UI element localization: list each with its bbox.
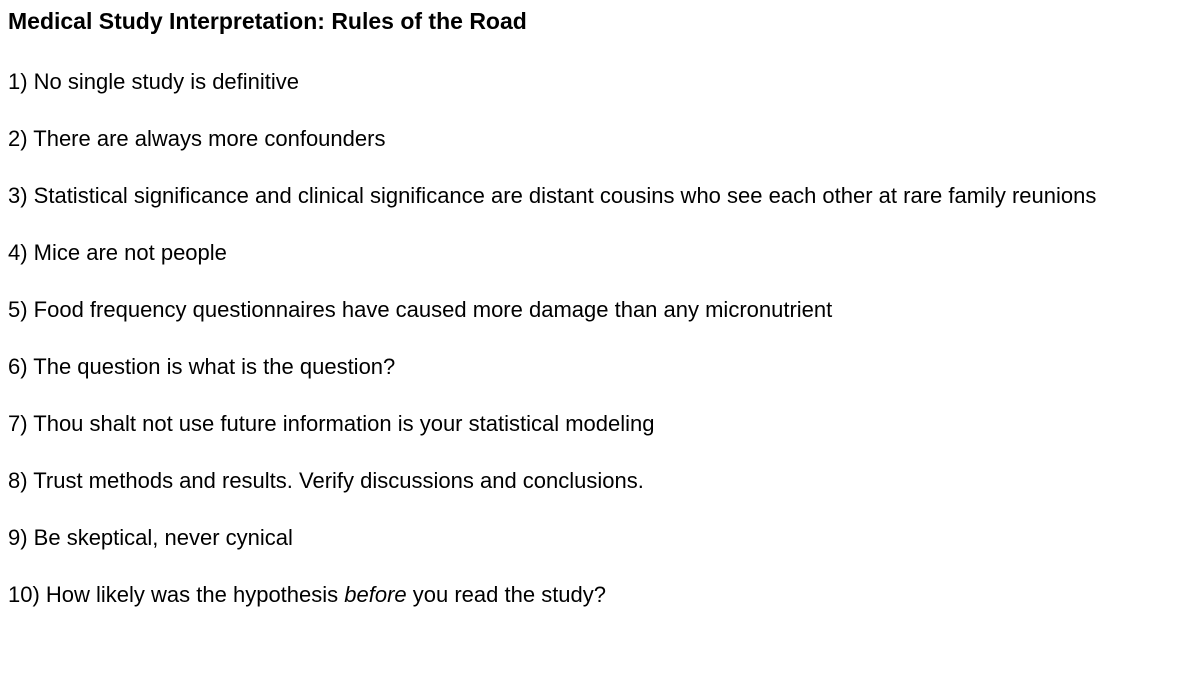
document-title: Medical Study Interpretation: Rules of the Road [8,8,527,34]
rule-10-emphasis: before [344,582,407,607]
document [8,6,1188,633]
rule-2: 2) There are always more confounders [8,126,386,151]
rule-6: 6) The question is what is the question? [8,354,396,379]
rule-5: 5) Food frequency questionnaires have caused more damage than any micronutrient [8,297,833,322]
rule-4: 4) Mice are not people [8,240,227,265]
rule-3: 3) Statistical significance and clinical significance are distant cousins who see each other at rare family reunions [8,183,1097,208]
rule-10 [8,576,1188,614]
rule-10-prefix: 10) How likely was the hypothesis [8,582,345,607]
rule-10-suffix: you read the study? [406,582,607,607]
rule-9: 9) Be skeptical, never cynical [8,525,293,550]
rule-8: 8) Trust methods and results. Verify discussions and conclusions. [8,468,644,493]
rule-7: 7) Thou shalt not use future information is your statistical modeling [8,411,655,436]
rule-1: 1) No single study is definitive [8,69,300,94]
